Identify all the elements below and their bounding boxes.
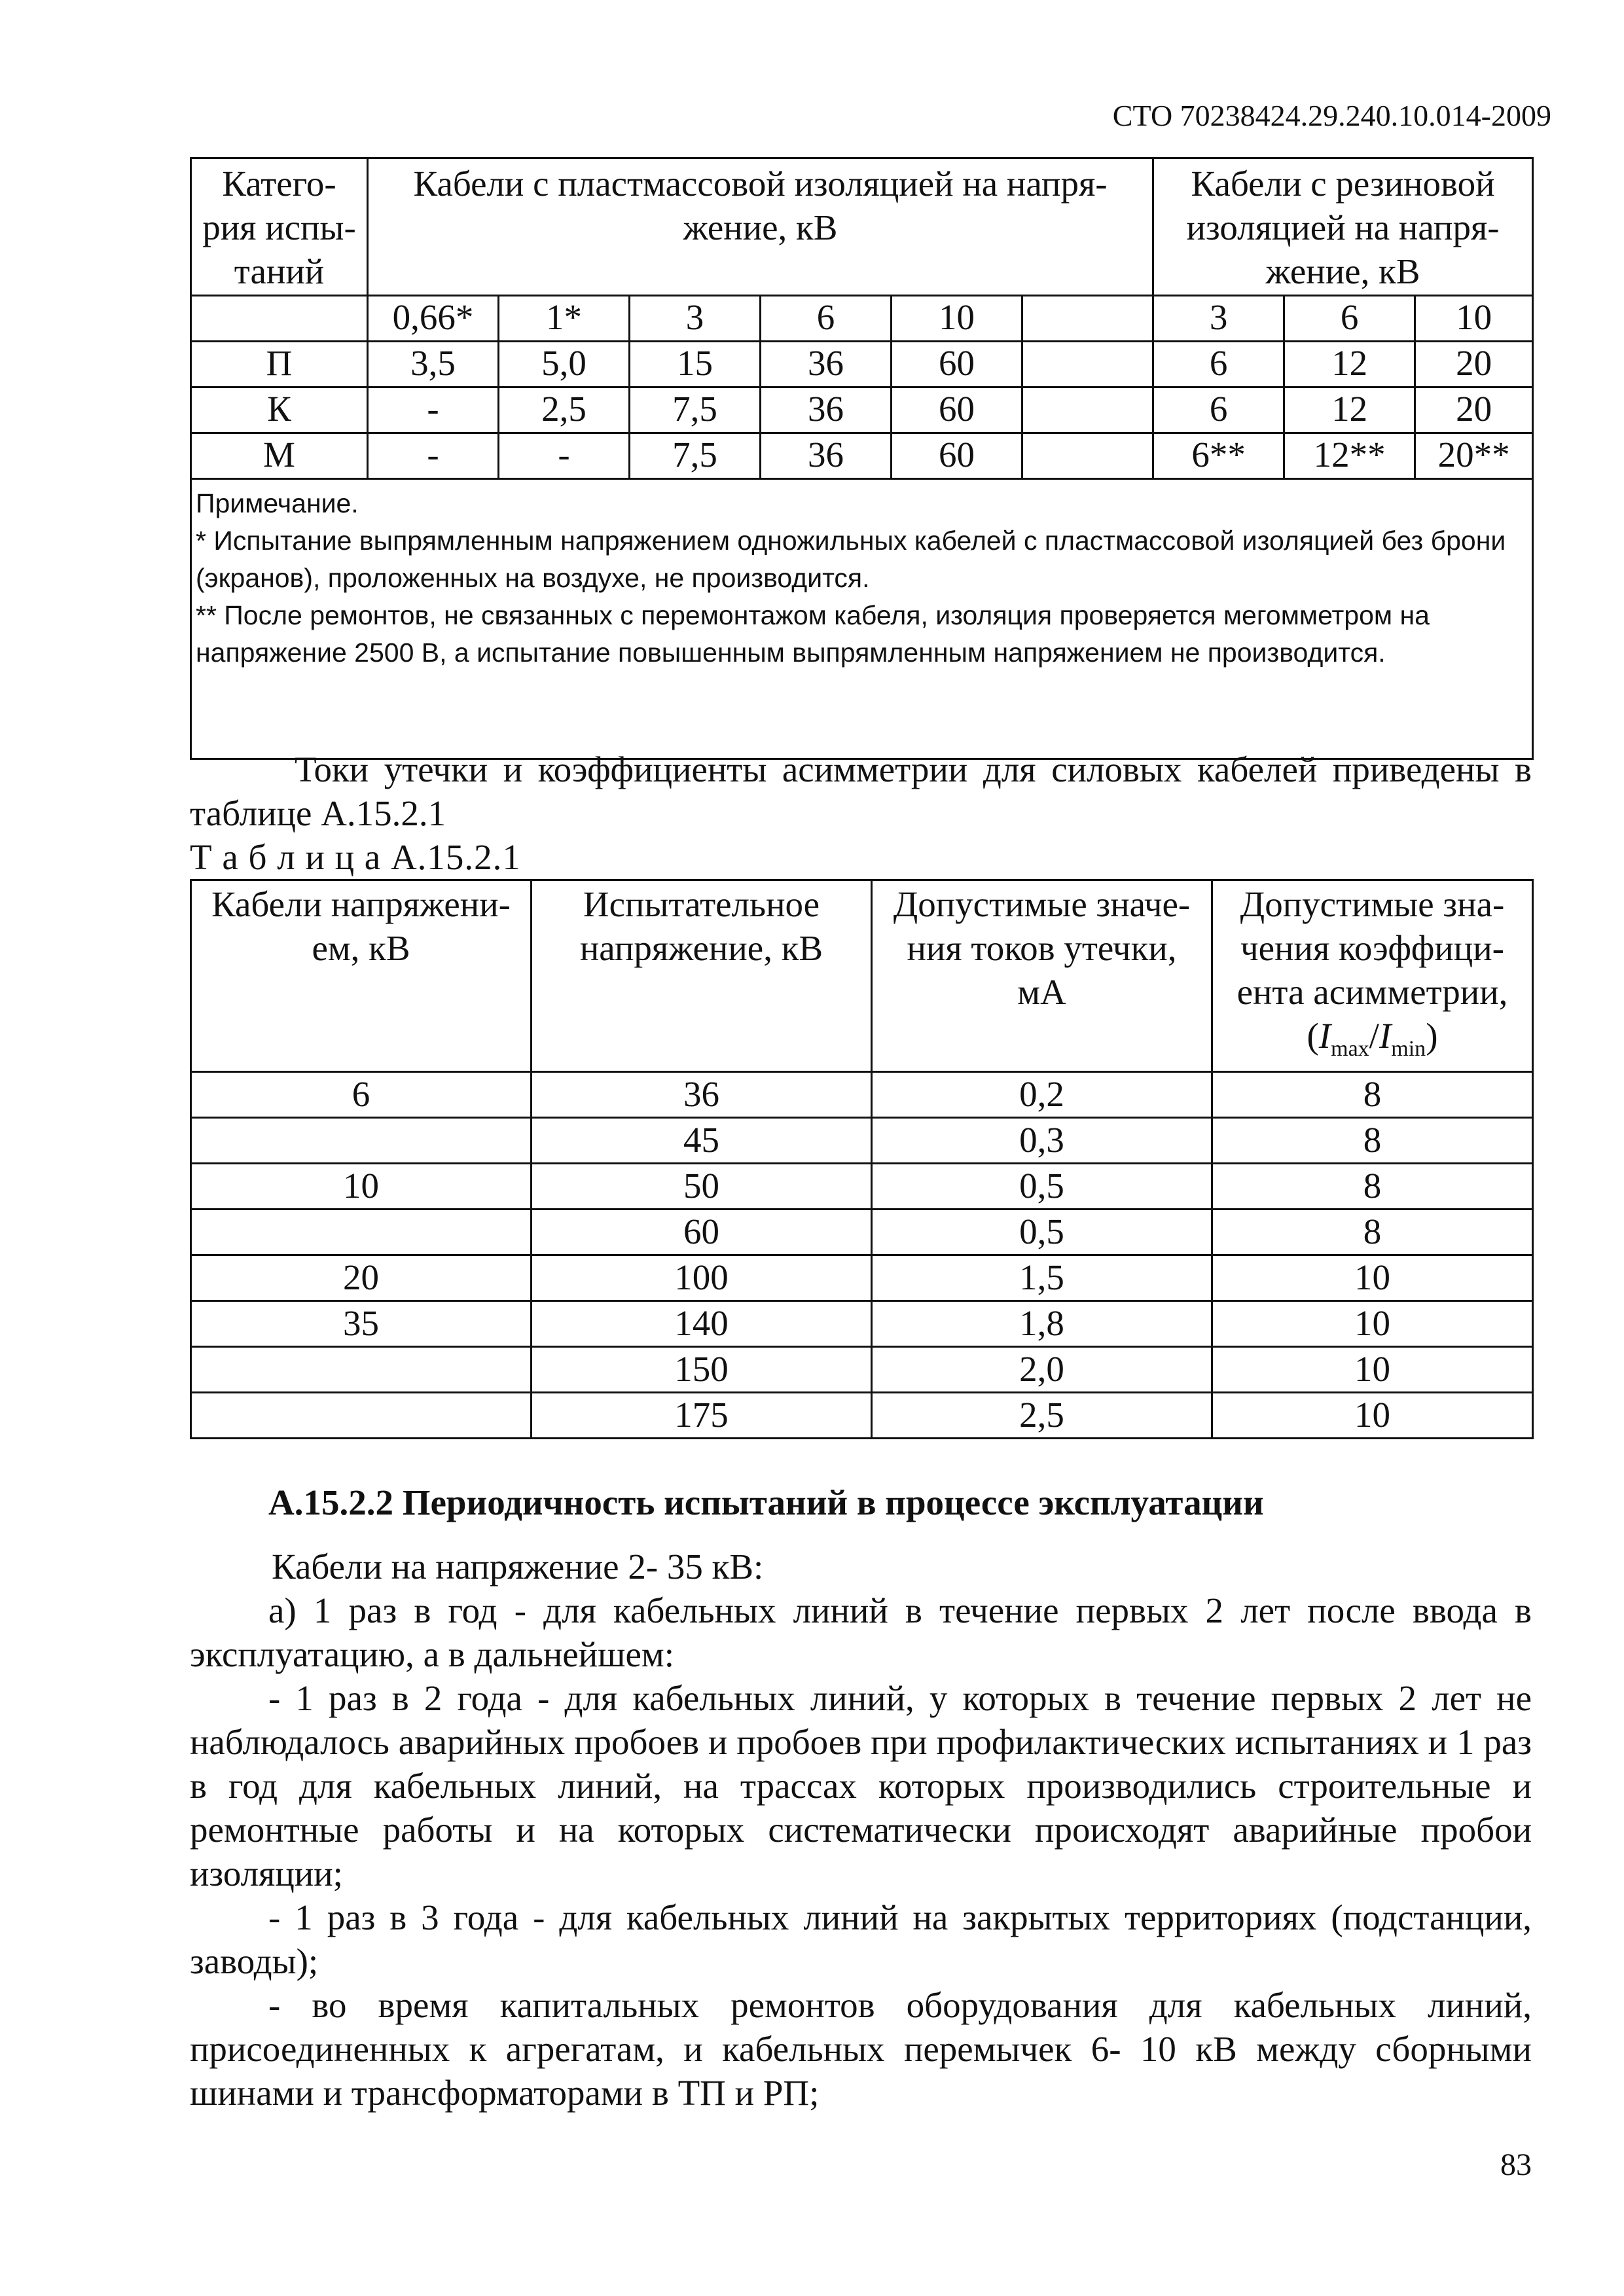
header-asymmetry-coefficient <box>1212 880 1533 1072</box>
table-cell: 6 <box>1284 296 1415 342</box>
table-cell: 36 <box>761 342 892 387</box>
table-cell: 60 <box>532 1210 872 1255</box>
table-cell: 0,5 <box>872 1210 1212 1255</box>
table-cell: 6** <box>1153 433 1284 479</box>
table-cell: П <box>191 342 368 387</box>
table-row <box>191 1393 1533 1439</box>
header-test-voltage: Испытательное напряжение, кВ <box>532 880 872 1072</box>
table-cell: 175 <box>532 1393 872 1439</box>
table-cell: - <box>368 387 499 433</box>
table-cell: 10 <box>191 1164 532 1210</box>
page-number: 83 <box>1500 2147 1532 2182</box>
table-row <box>191 1072 1533 1118</box>
table-cell: 1* <box>499 296 630 342</box>
table-row <box>191 433 1533 479</box>
table-caption: Т а б л и ц а А.15.2.1 <box>190 837 521 877</box>
table-cell: 5,0 <box>499 342 630 387</box>
table-row <box>191 1210 1533 1255</box>
table-cell: 12** <box>1284 433 1415 479</box>
table-cell: 150 <box>532 1347 872 1393</box>
header-category: Катего- рия испы- таний <box>191 158 368 296</box>
table-cell: 140 <box>532 1301 872 1347</box>
body-paragraph: Кабели на напряжение 2- 35 кВ: <box>272 1547 764 1587</box>
table-row <box>191 1255 1533 1301</box>
table-cell: 8 <box>1212 1118 1533 1164</box>
table-cell: 10 <box>892 296 1022 342</box>
table-cell: 6 <box>761 296 892 342</box>
table-cell: 60 <box>892 342 1022 387</box>
table-cell: 0,3 <box>872 1118 1212 1164</box>
table-cell: 20 <box>1415 342 1533 387</box>
table-cell: - <box>499 433 630 479</box>
intro-paragraph: Токи утечки и коэффициенты асимметрии для силовых кабелей приведены в таблице А.15.2.1 <box>190 749 1532 833</box>
table-cell: 2,0 <box>872 1347 1212 1393</box>
table-cell <box>1022 387 1153 433</box>
voltage-row <box>191 296 1533 342</box>
table-cell: 36 <box>761 387 892 433</box>
table-note <box>191 479 1533 759</box>
table-cell <box>191 296 368 342</box>
table-cell: 7,5 <box>630 433 761 479</box>
table-cell: 15 <box>630 342 761 387</box>
table-cell <box>191 1210 532 1255</box>
table-cell: 36 <box>532 1072 872 1118</box>
note-item: ** После ремонтов, не связанных с перемонтажом кабеля, изоляция проверяется мегомметром на напряжение 2500 В, а испытание повышенным выпрямленным напряжением не производится. <box>196 600 1430 668</box>
table-cell: 0,5 <box>872 1164 1212 1210</box>
body-paragraph: - 1 раз в 3 года - для кабельных линий на закрытых территориях (подстанции, заводы); <box>190 1897 1532 1981</box>
asymmetry-formula: $(I_{max}/I_{min})$ <box>1307 1016 1438 1061</box>
table-row <box>191 342 1533 387</box>
table-cell: 45 <box>532 1118 872 1164</box>
table-cell: 10 <box>1212 1255 1533 1301</box>
table-cell: 10 <box>1212 1393 1533 1439</box>
table-cell: 50 <box>532 1164 872 1210</box>
header-cable-voltage: Кабели напряжени- ем, кВ <box>191 880 532 1072</box>
leakage-current-table <box>190 879 1534 1439</box>
table-row <box>191 1301 1533 1347</box>
body-paragraph: - 1 раз в 2 года - для кабельных линий, у которых в течение первых 2 лет не наблюдалось аварийных пробоев и пробоев при профилактических испытаниях и 1 раз в год для кабельных линий, на трассах которых производились строительные и ремонтные работы и на которых систематически происходят аварийные пробои изоляции; <box>190 1678 1532 1893</box>
table-cell: 10 <box>1415 296 1533 342</box>
body-paragraph: - во время капитальных ремонтов оборудования для кабельных линий, присоединенных к агрегатам, и кабельных перемычек 6- 10 кВ между сборными шинами и трансформаторами в ТП и РП; <box>190 1985 1532 2113</box>
table-cell: М <box>191 433 368 479</box>
table-cell: 6 <box>191 1072 532 1118</box>
table-cell: 3 <box>1153 296 1284 342</box>
table-cell: 60 <box>892 387 1022 433</box>
table-cell: 0,2 <box>872 1072 1212 1118</box>
table-cell: - <box>368 433 499 479</box>
note-item: * Испытание выпрямленным напряжением одножильных кабелей с пластмассовой изоляцией без брони (экранов), проложенных на воздухе, не производится. <box>196 526 1506 593</box>
table-cell: 10 <box>1212 1347 1533 1393</box>
table-cell: 6 <box>1153 387 1284 433</box>
table-cell: 10 <box>1212 1301 1533 1347</box>
table-row <box>191 1347 1533 1393</box>
table-row <box>191 387 1533 433</box>
table-cell: 7,5 <box>630 387 761 433</box>
header-rubber-cables: Кабели с резиновой изоляцией на напря- жение, кВ <box>1153 158 1533 296</box>
table-cell: 12 <box>1284 387 1415 433</box>
table-cell: 2,5 <box>499 387 630 433</box>
table-cell: 2,5 <box>872 1393 1212 1439</box>
header-plastic-cables: Кабели с пластмассовой изоляцией на напря- жение, кВ <box>368 158 1153 296</box>
table-cell <box>1022 342 1153 387</box>
table-cell: 20 <box>1415 387 1533 433</box>
table-cell: 20** <box>1415 433 1533 479</box>
table-cell: 100 <box>532 1255 872 1301</box>
section-body <box>190 1545 1532 2115</box>
document-code: СТО 70238424.29.240.10.014-2009 <box>1112 99 1551 132</box>
table-cell: 1,5 <box>872 1255 1212 1301</box>
table-cell <box>1022 296 1153 342</box>
table-cell: 8 <box>1212 1072 1533 1118</box>
section-title: А.15.2.2 Периодичность испытаний в процессе эксплуатации <box>268 1482 1264 1522</box>
table-cell: 6 <box>1153 342 1284 387</box>
asymmetry-header-text: Допустимые зна- чения коэффици- ента асимметрии, <box>1236 884 1508 1012</box>
table-cell: К <box>191 387 368 433</box>
table-cell <box>191 1118 532 1164</box>
table-cell: 8 <box>1212 1164 1533 1210</box>
table-cell: 35 <box>191 1301 532 1347</box>
table-cell: 3 <box>630 296 761 342</box>
table-cell: 60 <box>892 433 1022 479</box>
table-cell: 8 <box>1212 1210 1533 1255</box>
table-cell: 3,5 <box>368 342 499 387</box>
header-leakage-current: Допустимые значе- ния токов утечки, мА <box>872 880 1212 1072</box>
note-title: Примечание. <box>196 488 359 518</box>
table-cell <box>1022 433 1153 479</box>
table-cell: 1,8 <box>872 1301 1212 1347</box>
table-cell: 0,66* <box>368 296 499 342</box>
table-cell: 12 <box>1284 342 1415 387</box>
table-cell: 36 <box>761 433 892 479</box>
table-cell: 20 <box>191 1255 532 1301</box>
body-paragraph: а) 1 раз в год - для кабельных линий в течение первых 2 лет после ввода в эксплуатацию, а в дальнейшем: <box>190 1590 1532 1674</box>
test-voltage-table <box>190 157 1534 760</box>
table-cell <box>191 1393 532 1439</box>
table-row <box>191 1164 1533 1210</box>
table-cell <box>191 1347 532 1393</box>
table-row <box>191 1118 1533 1164</box>
